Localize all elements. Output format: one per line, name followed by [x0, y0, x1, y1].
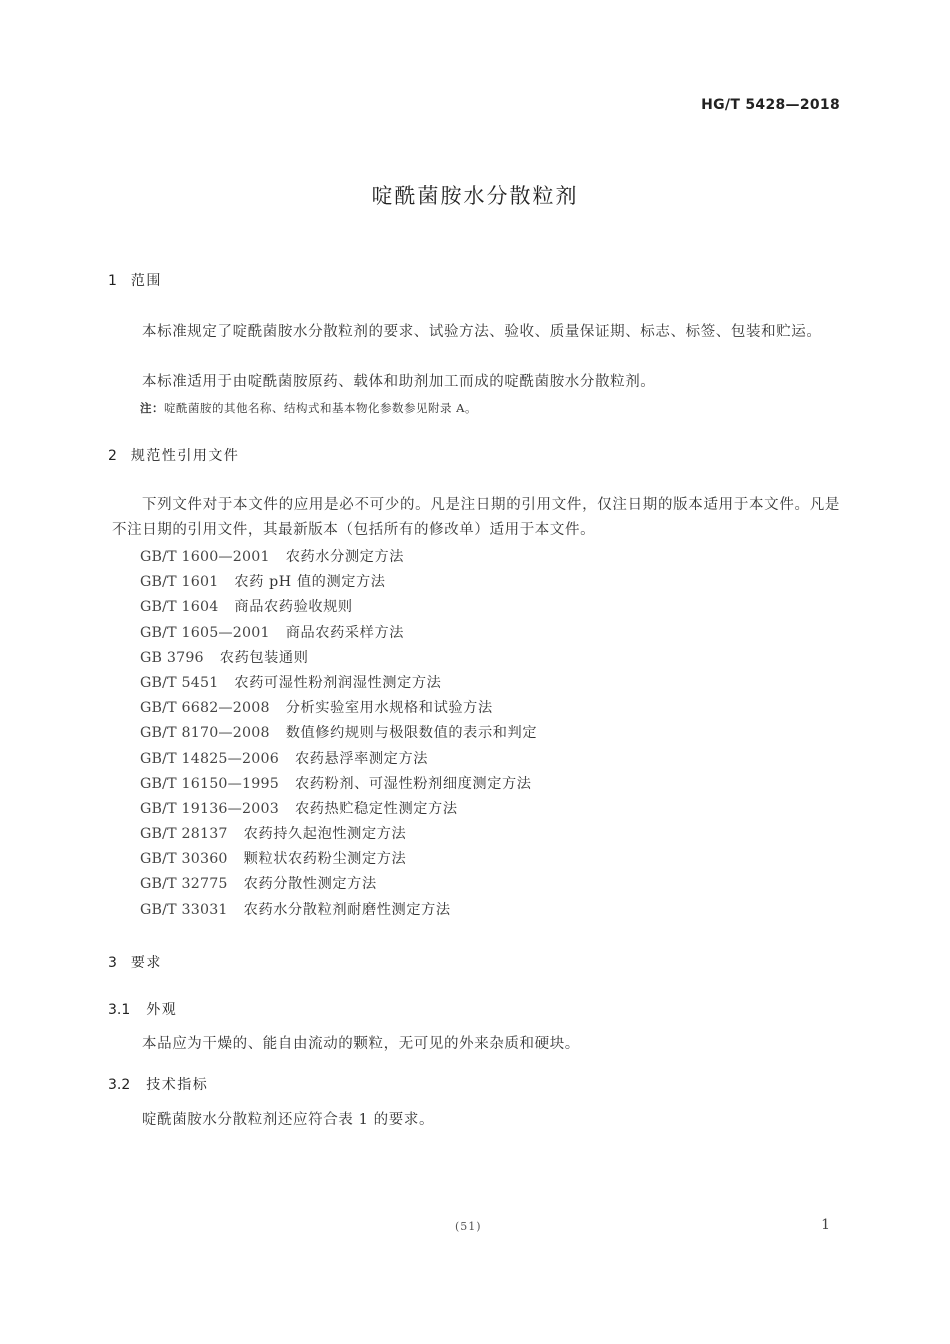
reference-title: 数值修约规则与极限数值的表示和判定: [285, 725, 538, 742]
reference-title: 农药 pH 值的测定方法: [234, 574, 386, 591]
technical-index-text: 啶酰菌胺水分散粒剂还应符合表 1 的要求。: [142, 1112, 435, 1128]
reference-item: [140, 872, 537, 897]
reference-code: GB/T 8170—2008: [140, 725, 270, 742]
reference-title: 农药持久起泡性测定方法: [243, 826, 407, 843]
reference-title: 农药悬浮率测定方法: [294, 750, 429, 767]
reference-code: GB/T 30360: [140, 851, 228, 868]
reference-item: [140, 747, 537, 772]
references-intro: 下列文件对于本文件的应用是必不可少的。凡是注日期的引用文件，仅注日期的版本适用于本文件。凡是不注日期的引用文件，其最新版本（包括所有的修改单）适用于本文件。: [112, 497, 840, 538]
reference-code: GB/T 1601: [140, 574, 219, 591]
section-number: 1: [108, 273, 117, 289]
reference-title: 农药水分测定方法: [285, 549, 405, 565]
reference-title: 农药粉剂、可湿性粉剂细度测定方法: [294, 775, 532, 792]
page-number: 1: [821, 1217, 830, 1233]
reference-title: 商品农药采样方法: [285, 624, 405, 641]
reference-title: 农药水分散粒剂耐磨性测定方法: [243, 901, 451, 918]
reference-code: GB/T 5451: [140, 674, 219, 691]
reference-item: [140, 595, 537, 620]
reference-item: [140, 847, 537, 872]
reference-list: [140, 545, 537, 923]
note-tag: 注：: [140, 401, 164, 415]
reference-title: 颗粒状农药粉尘测定方法: [243, 851, 407, 868]
reference-title: 农药分散性测定方法: [243, 876, 377, 893]
document-code: HG/T 5428—2018: [701, 97, 840, 113]
section-3-1-heading: [108, 999, 177, 1019]
reference-title: 农药热贮稳定性测定方法: [294, 800, 458, 817]
reference-code: GB/T 1605—2001: [140, 624, 270, 641]
section-number: 2: [108, 448, 117, 464]
reference-item: [140, 721, 537, 746]
subsection-number: 3.2: [108, 1077, 131, 1093]
reference-item: [140, 696, 537, 721]
subsection-number: 3.1: [108, 1002, 131, 1018]
section-number: 3: [108, 955, 117, 971]
reference-item: [140, 621, 537, 646]
document-title: 啶酰菌胺水分散粒剂: [371, 184, 579, 208]
scope-paragraph-2: 本标准适用于由啶酰菌胺原药、载体和助剂加工而成的啶酰菌胺水分散粒剂。: [142, 374, 656, 390]
section-label: 规范性引用文件: [130, 448, 240, 464]
reference-item: [140, 570, 537, 595]
subsection-label: 技术指标: [146, 1077, 209, 1093]
section-3-heading: [108, 952, 162, 972]
subsection-label: 外观: [146, 1002, 178, 1018]
reference-title: 商品农药验收规则: [234, 599, 353, 616]
reference-code: GB/T 1604: [140, 599, 219, 616]
collection-page-marker: (51): [455, 1220, 482, 1233]
reference-item: [140, 797, 537, 822]
note-text: 啶酰菌胺的其他名称、结构式和基本物化参数参见附录 A。: [164, 401, 477, 415]
reference-code: GB/T 14825—2006: [140, 750, 279, 767]
reference-code: GB/T 6682—2008: [140, 700, 270, 717]
reference-item: [140, 822, 537, 847]
reference-item: [140, 772, 537, 797]
reference-code: GB/T 16150—1995: [140, 775, 279, 792]
reference-code: GB/T 32775: [140, 876, 228, 893]
appearance-text: 本品应为干燥的、能自由流动的颗粒，无可见的外来杂质和硬块。: [142, 1036, 580, 1052]
section-3-2-heading: [108, 1074, 208, 1094]
scope-paragraph-1: 本标准规定了啶酰菌胺水分散粒剂的要求、试验方法、验收、质量保证期、标志、标签、包装和贮运。: [142, 324, 822, 340]
scope-note: [140, 400, 477, 416]
reference-item: [140, 646, 537, 671]
reference-code: GB/T 19136—2003: [140, 800, 279, 817]
reference-item: [140, 671, 537, 696]
reference-code: GB/T 33031: [140, 901, 228, 918]
reference-title: 农药包装通则: [219, 649, 309, 666]
reference-code: GB/T 28137: [140, 826, 228, 843]
reference-title: 分析实验室用水规格和试验方法: [285, 700, 493, 717]
section-2-heading: [108, 445, 239, 465]
reference-code: GB/T 1600—2001: [140, 549, 270, 565]
section-1-heading: [108, 270, 162, 290]
reference-item: [140, 545, 537, 570]
reference-item: [140, 898, 537, 923]
section-label: 范围: [130, 273, 162, 289]
reference-code: GB 3796: [140, 649, 204, 666]
section-label: 要求: [130, 955, 162, 971]
reference-title: 农药可湿性粉剂润湿性测定方法: [234, 674, 442, 691]
